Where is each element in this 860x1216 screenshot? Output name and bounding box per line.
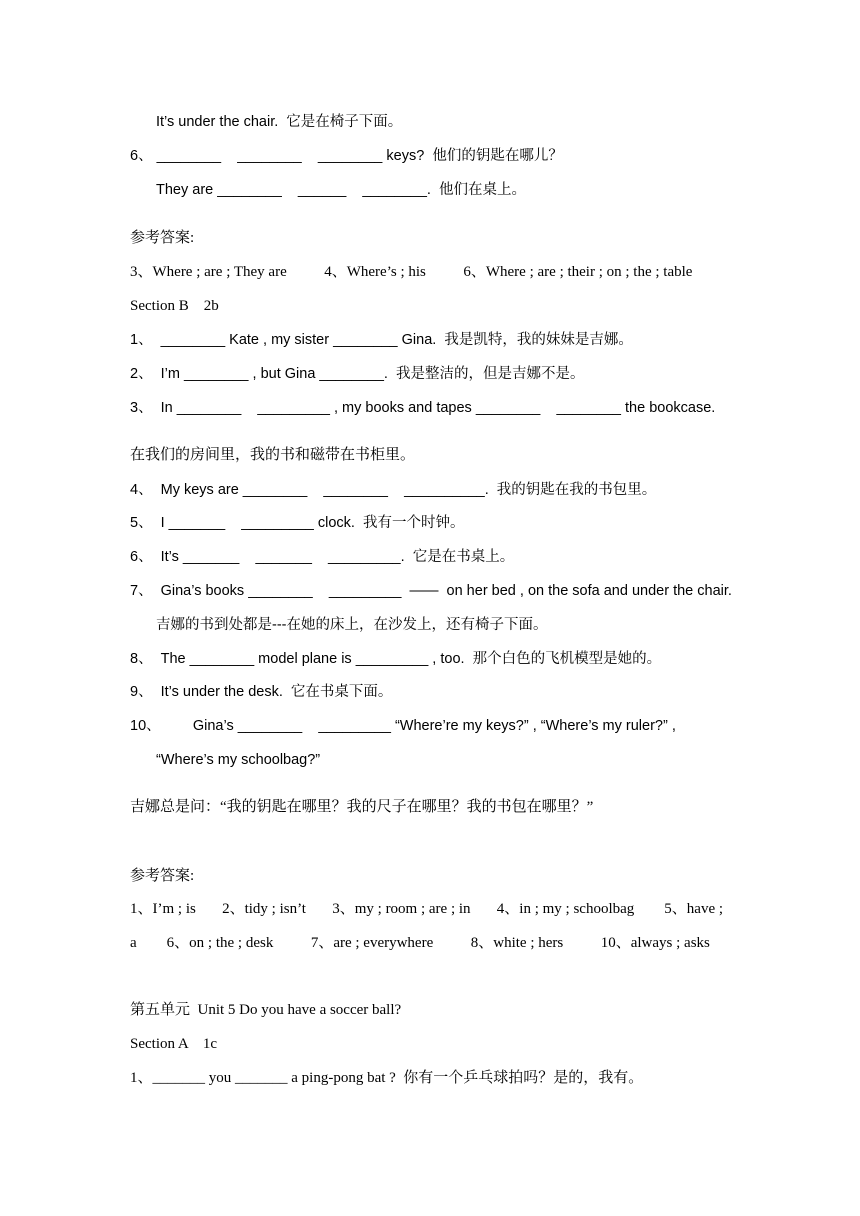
exercise-item: 6、 It’s _______ _______ _________. 它是在书桌上。	[130, 549, 515, 565]
answer-line: 1、I’m ; is 2、tidy ; isn’t 3、my ; room ; are ; in 4、in ; my ; schoolbag 5、have ;	[130, 901, 724, 917]
exercise-item: 2、 I’m ________ , but Gina ________. 我是整洁的，但是吉娜不是。	[130, 366, 585, 382]
exercise-item: 5、 I _______ _________ clock. 我有一个时钟。	[130, 515, 465, 531]
text-line: “Where’s my schoolbag?”	[156, 752, 321, 768]
text-line: It’s under the chair. 它是在椅子下面。	[156, 114, 403, 130]
exercise-item: 8、 The ________ model plane is _________ , too. 那个白色的飞机模型是她的。	[130, 651, 662, 667]
exercise-item: 3、 In ________ _________ , my books and tapes ________ ________ the bookcase.	[130, 400, 716, 416]
exercise-item: 9、 It’s under the desk. 它在书桌下面。	[130, 684, 393, 700]
answer-line: a 6、on ; the ; desk 7、are ; everywhere 8、white ; hers 10、always ; asks	[130, 935, 710, 951]
answer-heading: 参考答案:	[130, 868, 195, 884]
exercise-item: 10、 Gina’s ________ _________ “Where’re my keys?” , “Where’s my ruler?” ,	[130, 718, 676, 734]
exercise-item: 1、_______ you _______ a ping-pong bat ? 你有一个乒乓球拍吗？是的，我有。	[130, 1070, 644, 1086]
text-line: They are ________ ______ ________. 他们在桌上。	[156, 182, 526, 198]
exercise-item: 4、 My keys are ________ ________ __________. 我的钥匙在我的书包里。	[130, 482, 657, 498]
exercise-item: 7、 Gina’s books ________ _________ —— on her bed , on the sofa and under the chair.	[130, 583, 732, 599]
unit-title: 第五单元 Unit 5 Do you have a soccer ball?	[130, 1002, 402, 1018]
answer-line: 3、Where ; are ; They are 4、Where’s ; his 6、Where ; are ; their ; on ; the ; table	[130, 264, 693, 280]
section-heading: Section B 2b	[130, 298, 219, 314]
answer-heading: 参考答案:	[130, 230, 195, 246]
translation-line: 在我们的房间里，我的书和磁带在书柜里。	[130, 447, 416, 463]
translation-line: 吉娜的书到处都是---在她的床上，在沙发上，还有椅子下面。	[156, 617, 548, 633]
section-heading: Section A 1c	[130, 1036, 218, 1052]
translation-line: 吉娜总是问：“我的钥匙在哪里？我的尺子在哪里？我的书包在哪里？”	[130, 799, 594, 815]
exercise-item: 1、 ________ Kate , my sister ________ Gina. 我是凯特，我的妹妹是吉娜。	[130, 332, 633, 348]
exercise-item: 6、 ________ ________ ________ keys? 他们的钥匙在哪儿？	[130, 148, 563, 164]
